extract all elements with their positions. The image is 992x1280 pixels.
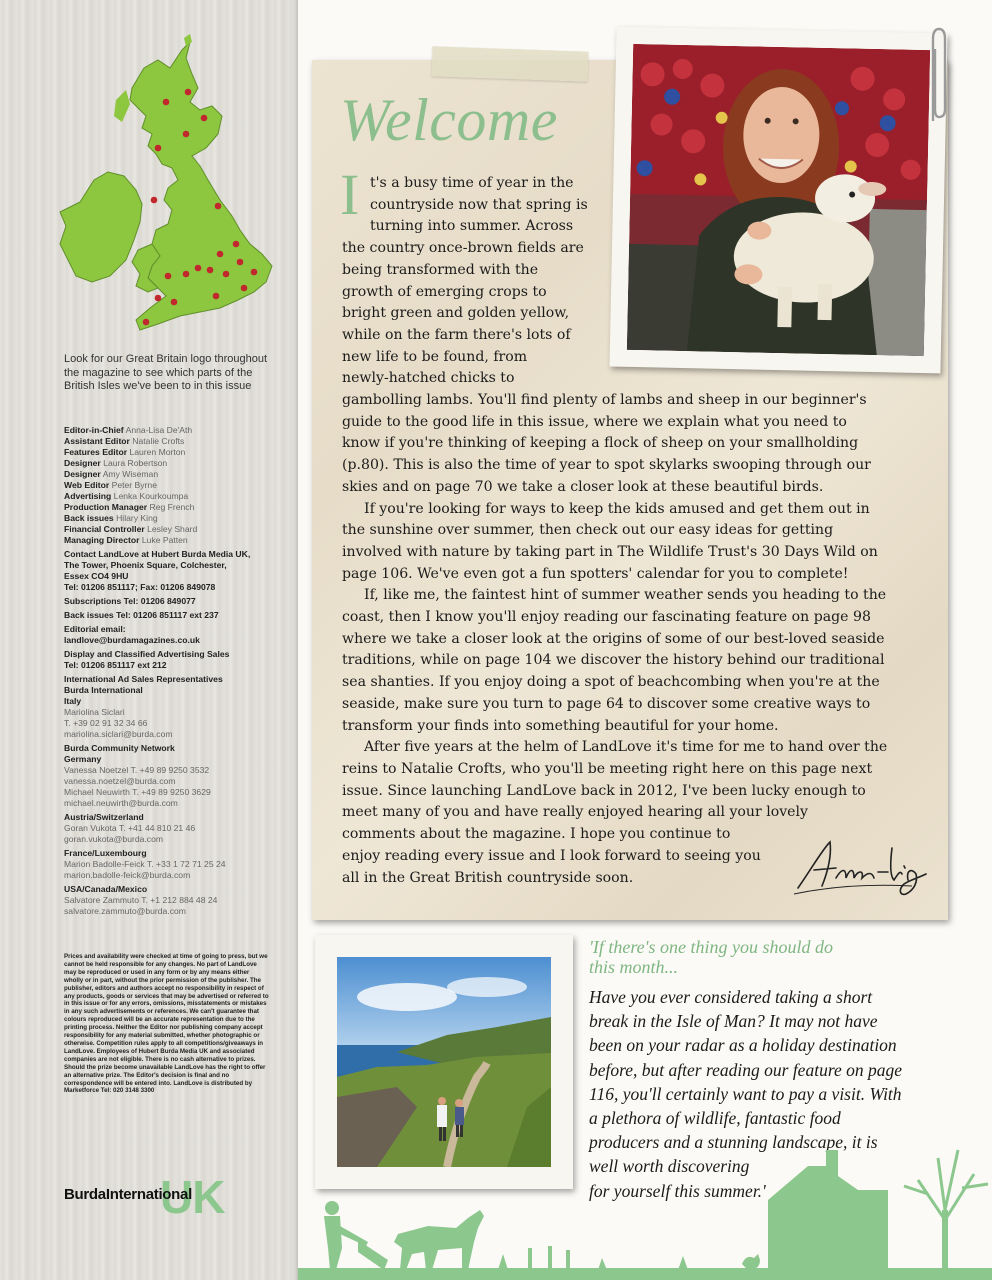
cottage-silhouette [768, 1150, 888, 1270]
intl-sales-label: International Ad Sales Representatives [64, 674, 223, 684]
body-line: comments about the magazine. I hope you continue to [342, 826, 731, 843]
map-dot [151, 197, 158, 204]
body-line: t's a busy time of year in the [370, 175, 574, 191]
editor-signature [792, 828, 932, 900]
rep-france: Marion Badolle-Feick T. +33 1 72 71 25 24 marion.badolle-feick@burda.com [64, 859, 226, 880]
tree-silhouette [904, 1150, 988, 1220]
tip-line: a plethora of wildlife, fantastic food [589, 1108, 841, 1129]
map-dot [165, 273, 172, 280]
tip-line: 116, you'll certainly want to pay a visit. With [589, 1083, 902, 1104]
map-dot [201, 115, 208, 122]
body-line: turning into summer. Across [370, 218, 574, 235]
map-dot [241, 285, 248, 292]
display-sales-label: Display and Classified Advertising Sales [64, 649, 230, 659]
farmer-silhouette [325, 1201, 339, 1215]
staff-row: Designer Amy Wiseman [64, 469, 159, 479]
map-dot [155, 295, 162, 302]
body-line: If, like me, the faintest hint of summer weather sends you heading to the [364, 587, 887, 604]
body-line: being transformed with the [342, 261, 539, 278]
horse-silhouette [394, 1210, 484, 1270]
display-sales-block [64, 649, 269, 671]
intl-sales-block [64, 674, 269, 707]
body-line: involved with nature by taking part in The Wildlife Trust's 30 Days Wild on [342, 543, 878, 560]
map-dot [223, 271, 230, 278]
contact-line: The Tower, Phoenix Square, Colchester, [64, 560, 227, 570]
rep-region: Italy [64, 696, 82, 706]
editorial-email-label: Editorial email: [64, 624, 126, 634]
drop-cap: I [340, 162, 360, 227]
body-line: gambolling lambs. You'll find plenty of lambs and sheep in our beginner's [342, 392, 867, 409]
outer-isles-shape [114, 90, 130, 122]
body-line: while on the farm there's lots of [342, 326, 571, 343]
tape-strip [432, 46, 589, 81]
map-dot [163, 99, 170, 106]
body-line: know if you're thinking of keeping a flock of sheep on your smallholding [342, 435, 859, 452]
body-line: growth of emerging crops to [342, 283, 547, 300]
back-issues-tel: Back issues Tel: 01206 851117 ext 237 [64, 610, 219, 620]
staff-row: Advertising Lenka Kourkoumpa [64, 491, 189, 501]
tip-line: for yourself this summer.' [589, 1180, 766, 1201]
tip-line: producers and a stunning landscape, it is [589, 1132, 878, 1153]
body-line: page 106. We've even got a fun spotters' calendar for you to complete! [342, 565, 849, 582]
body-line: transform your finds into something beautiful for your home. [342, 717, 779, 734]
tip-line: break in the Isle of Man? It may not have [589, 1011, 878, 1032]
intl-sales-org: Burda International [64, 685, 143, 695]
rep-region: France/Luxembourg [64, 848, 147, 858]
contact-line: Contact LandLove at Hubert Burda Media UK, [64, 549, 251, 559]
map-dot [155, 145, 162, 152]
logo-uk: UK [160, 1171, 225, 1223]
contact-block [64, 549, 269, 593]
map-dot [183, 131, 190, 138]
body-line: all in the Great British countryside soon. [342, 869, 634, 886]
editor-photo-frame [609, 27, 947, 374]
map-dot [183, 271, 190, 278]
body-line: newly-hatched chicks to [342, 370, 515, 387]
staff-row: Features Editor Lauren Morton [64, 447, 186, 457]
staff-row: Production Manager Reg French [64, 502, 195, 512]
body-line: meet many of you and have really enjoyed hearing all your lovely [342, 804, 808, 821]
map-dot [171, 299, 178, 306]
map-caption: Look for our Great Britain logo throughout the magazine to see which parts of the British Isles we've been to in this issue [64, 353, 268, 392]
legal-disclaimer: Prices and availability were checked at time of going to press, but we cannot be held responsible for any changes. No part of LandLove may be reproduced or used in any form or by any means either wholly or in part, without the prior permission of the publisher. The publisher, editors and authors accept no responsibility in respect of any products, goods or services that may be advertised or referred to in this issue or for any errors, omissions, misstatements or mistakes in any such advertisements or references. We can't guarantee that colours reproduced will be an accurate representation due to the printing process. Neither the Editor nor publishing company accept responsibility for any material submitted, whether photographic or otherwise. Competition rules apply to all competitions/giveaways in LandLove. Employees of Hubert Burda Media UK and associated companies are not eligible. There is no cash alternative to prizes. Should the prize become unavailable LandLove has the right to offer an alternative prize. The Editor's decision is final and no correspondence will be entered into. LandLove is distributed by Marketforce Tel: 020 3148 3300 [64, 953, 269, 1095]
staff-row: Designer Laura Robertson [64, 458, 168, 468]
signature-stroke [798, 842, 926, 894]
great-britain-map [40, 30, 280, 340]
body-line: countryside now that spring is [370, 196, 588, 213]
rep-region: Austria/Switzerland [64, 812, 144, 822]
tip-line: Have you ever considered taking a short [589, 987, 873, 1007]
tip-line: been on your radar as a holiday destination [589, 1035, 897, 1056]
map-dot [237, 259, 244, 266]
body-line: traditions, while on page 104 we discover the history behind our traditional [342, 652, 885, 669]
map-dot [213, 293, 220, 300]
tip-line: well worth discovering [589, 1156, 750, 1177]
subscriptions-tel: Subscriptions Tel: 01206 849077 [64, 596, 196, 606]
display-sales-tel: Tel: 01206 851117 ext 212 [64, 660, 167, 670]
body-line: sea shanties. If you enjoy doing a spot of beachcombing when you're at the [342, 674, 880, 691]
ireland-shape [60, 172, 142, 282]
map-dot [215, 203, 222, 210]
orkney-shape [184, 34, 192, 46]
rep-region: USA/Canada/Mexico [64, 884, 148, 894]
chicken-silhouette [742, 1254, 760, 1270]
staff-row: Financial Controller Lesley Shard [64, 524, 198, 534]
body-line: guide to the good life in this issue, where we explain what you need to [342, 413, 847, 430]
body-line: new life to be found, from [342, 348, 528, 365]
contact-line: Essex CO4 9HU [64, 571, 129, 581]
body-line: reins to Natalie Crofts, who you'll be meeting right here on this page next [342, 760, 873, 777]
staff-credits [64, 425, 269, 917]
signature-stroke [794, 885, 912, 894]
logo-text: BurdaInternational [64, 1186, 192, 1203]
body-line: skies and on page 70 we take a closer look at these beautiful birds. [342, 478, 824, 495]
editor-photo [627, 44, 930, 356]
body-line: enjoy reading every issue and I look forward to seeing you [342, 847, 761, 864]
body-line: (p.80). This is also the time of year to spot skylarks swooping through our [342, 457, 871, 474]
staff-row: Web Editor Peter Byrne [64, 480, 157, 490]
editor-photo-art [627, 44, 930, 356]
paper-clip-icon [925, 25, 951, 125]
body-line: bright green and golden yellow, [342, 305, 570, 322]
body-line: If you're looking for ways to keep the kids amused and get them out in [364, 500, 870, 517]
editorial-email[interactable]: landlove@burdamagazines.co.uk [64, 635, 200, 645]
map-dot [195, 265, 202, 272]
sidebar [0, 0, 298, 1280]
tip-line: before, but after reading our feature on page [589, 1059, 903, 1080]
contact-line: Tel: 01206 851117; Fax: 01206 849078 [64, 582, 216, 592]
farm-silhouette-footer [298, 1130, 992, 1280]
map-dot [251, 269, 258, 276]
map-dot [185, 89, 192, 96]
burda-international-uk-logo [64, 1172, 254, 1222]
body-line: the country once-brown fields are [342, 240, 584, 257]
body-line: the sunshine over summer, then check out our easy ideas for getting [342, 522, 834, 539]
body-line: where we take a closer look at the origins of some of our best-loved seaside [342, 630, 885, 647]
staff-row: Back issues Hilary King [64, 513, 158, 523]
map-dot [233, 241, 240, 248]
map-dot [207, 267, 214, 274]
editorial-email-block [64, 624, 269, 646]
body-line: coast, then I know you'll enjoy reading our fascinating feature on page 98 [342, 609, 871, 626]
body-line: After five years at the helm of LandLove it's time for me to hand over the [364, 739, 888, 756]
tip-heading: 'If there's one thing you should do this month... [589, 937, 834, 977]
rep-region: Burda Community Network Germany [64, 743, 175, 764]
rep-germany: Vanessa Noetzel T. +49 89 9250 3532 vanessa.noetzel@burda.com Michael Neuwirth T. +49 89 9250 3629 michael.neuwirth@burda.com [64, 765, 211, 808]
map-dot [143, 319, 150, 326]
rep-italy: Mariolina Siclari T. +39 02 91 32 34 66 mariolina.siclari@burda.com [64, 707, 173, 739]
rep-austria: Goran Vukota T. +41 44 810 21 46 goran.vukota@burda.com [64, 823, 196, 844]
staff-row: Editor-in-Chief Anna-Lisa De'Ath [64, 425, 193, 435]
staff-row: Assistant Editor Natalie Crofts [64, 436, 185, 446]
body-line: seaside, make sure you turn to page 64 to discover some creative ways to [342, 695, 871, 712]
body-line: issue. Since launching LandLove back in 2012, I've been lucky enough to [342, 782, 866, 799]
map-dot [217, 251, 224, 258]
welcome-title: Welcome [340, 87, 558, 153]
staff-row: Managing Director Luke Patten [64, 535, 188, 545]
rep-usa: Salvatore Zammuto T. +1 212 884 48 24 salvatore.zammuto@burda.com [64, 895, 218, 916]
